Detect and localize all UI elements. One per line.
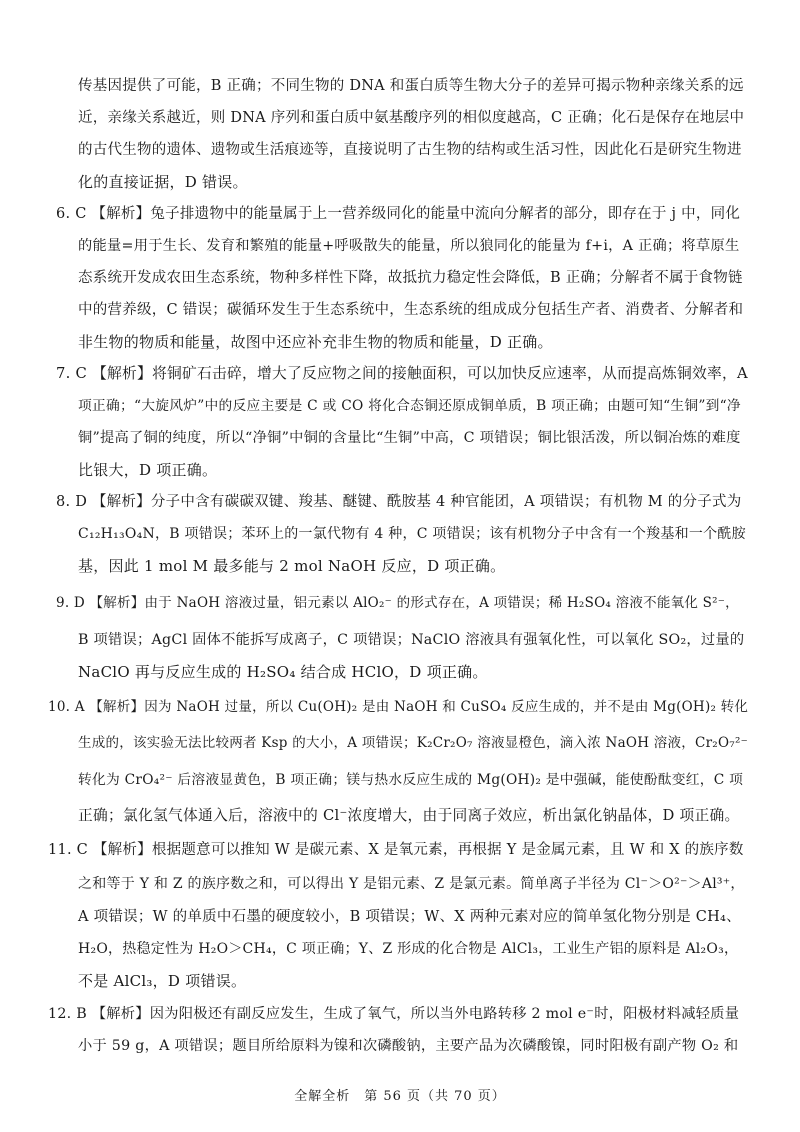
answer-8: 8. D 【解析】分子中含有碳碳双键、羧基、醚键、酰胺基 4 种官能团，A 项错误；有机物 M 的分子式为 [56,494,742,510]
text-line: 转化为 CrO₄²⁻ 后溶液显黄色，B 项正确；镁与热水反应生成的 Mg(OH)₂ 是中强碱，能使酚酞变红，C 项 [78,772,744,788]
text-line: 非生物的物质和能量，故图中还应补充非生物的物质和能量，D 正确。 [78,333,553,351]
text-line: 态系统开发成农田生态系统，物种多样性下降，故抵抗力稳定性会降低，B 正确；分解者不属于食物链 [78,270,743,286]
text-line: 近，亲缘关系越近，则 DNA 序列和蛋白质中氨基酸序列的相似度越高，C 正确；化石是保存在地层中 [78,110,745,126]
text-line: A 项错误；W 的单质中石墨的硬度较小，B 项错误；W、X 两种元素对应的简单氢化物分别是 CH₄、 [78,909,741,925]
text-line: NaClO 再与反应生成的 H₂SO₄ 结合成 HClO，D 项正确。 [78,663,488,681]
answer-10: 10. A 【解析】因为 NaOH 过量，所以 Cu(OH)₂ 是由 NaOH 和 CuSO₄ 反应生成的，并不是由 Mg(OH)₂ 转化 [48,699,749,715]
text-line: 生成的，该实验无法比较两者 Ksp 的大小，A 项错误；K₂Cr₂O₇ 溶液显橙色，滴入浓 NaOH 溶液，Cr₂O₇²⁻ [78,735,748,751]
answer-6: 6. C 【解析】兔子排遗物中的能量属于上一营养级同化的能量中流向分解者的部分，即存在于 j 中，同化 [56,206,741,222]
text-line: H₂O，热稳定性为 H₂O＞CH₄，C 项正确；Y、Z 形成的化合物是 AlCl₃，工业生产铝的原料是 Al₂O₃， [78,941,739,957]
answer-11: 11. C 【解析】根据题意可以推知 W 是碳元素、X 是氧元素，再根据 Y 是金属元素，且 W 和 X 的族序数 [48,842,744,858]
text-line: C₁₂H₁₃O₄N，B 项错误；苯环上的一氯代物有 4 种，C 项错误；该有机物分子中含有一个羧基和一个酰胺 [78,526,746,542]
text-line: 化的直接证据，D 错误。 [78,173,248,191]
text-line: 的能量=用于生长、发育和繁殖的能量+呼吸散失的能量，所以狼同化的能量为 f+i，A 正确；将草原生 [78,238,740,254]
text-line: 的古代生物的遗体、遗物或生活痕迹等，直接说明了古生物的结构或生活习性，因此化石是研究生物进 [78,142,742,158]
text-line: 传基因提供了可能，B 正确；不同生物的 DNA 和蛋白质等生物大分子的差异可揭示物种亲缘关系的远 [78,78,744,94]
text-line: 比银大，D 项正确。 [78,461,218,479]
answer-9: 9. D 【解析】由于 NaOH 溶液过量，铝元素以 AlO₂⁻ 的形式存在，A 项错误；稀 H₂SO₄ 溶液不能氧化 S²⁻， [56,595,739,611]
text-line: 基，因此 1 mol M 最多能与 2 mol NaOH 反应，D 项正确。 [78,557,506,575]
text-line: 小于 59 g，A 项错误；题目所给原料为镍和次磷酸钠，主要产品为次磷酸镍，同时阳极有副产物 O₂ 和 [78,1038,739,1054]
answer-12: 12. B 【解析】因为阳极还有副反应发生，生成了氧气，所以当外电路转移 2 mol e⁻时，阳极材料减轻质量 [48,1006,740,1022]
text-line: 正确；氯化氢气体通入后，溶液中的 Cl⁻浓度增大，由于同离子效应，析出氯化钠晶体，D 项正确。 [78,807,740,824]
text-line: 中的营养级，C 错误；碳循环发生于生态系统中，生态系统的组成成分包括生产者、消费者、分解者和 [78,302,744,318]
text-line: 不是 AlCl₃，D 项错误。 [78,972,247,990]
page-footer: 全解全析 第 56 页（共 70 页） [294,1089,506,1104]
answer-7: 7. C 【解析】将铜矿石击碎，增大了反应物之间的接触面积，可以加快反应速率，从而提高炼铜效率，A [56,365,748,382]
text-line: 铜”提高了铜的纯度，所以“净铜”中铜的含量比“生铜”中高，C 项错误；铜比银活泼，所以铜冶炼的难度 [78,430,741,446]
text-line: 项正确；“大旋风炉”中的反应主要是 C 或 CO 将化合态铜还原成铜单质，B 项正确；由题可知“生铜”到“净 [78,398,741,414]
text-line: 之和等于 Y 和 Z 的族序数之和，可以得出 Y 是铝元素、Z 是氯元素。简单离子半径为 Cl⁻＞O²⁻＞Al³⁺， [78,876,745,892]
text-line: B 项错误；AgCl 固体不能拆写成离子，C 项错误；NaClO 溶液具有强氧化性，可以氧化 SO₂，过量的 [78,632,745,648]
